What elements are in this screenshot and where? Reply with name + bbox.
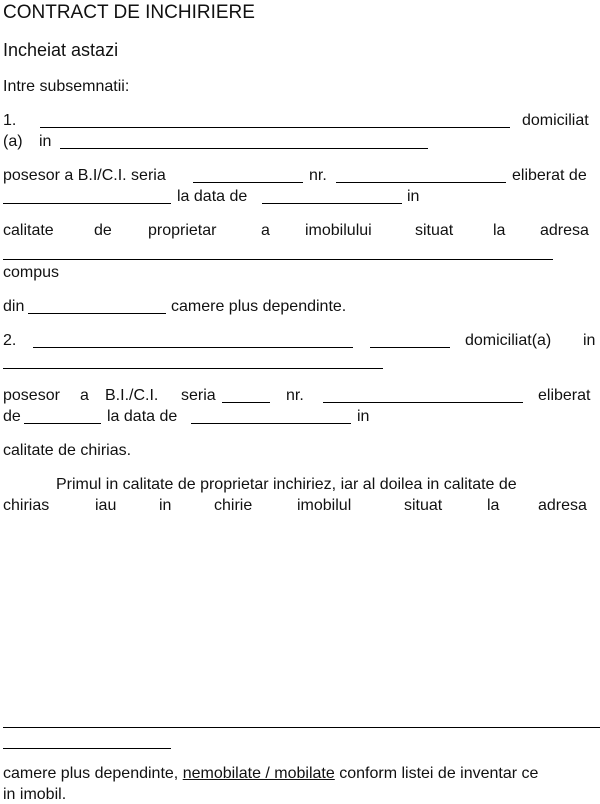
party1-series-blank[interactable] (193, 182, 303, 183)
party1-from-label: din (3, 298, 25, 315)
clause-rooms-line (3, 765, 538, 783)
party2-id-word: a (80, 387, 89, 404)
party2-number: 2. (3, 332, 17, 349)
party1-in2-label: in (407, 188, 420, 205)
clause-word: adresa (538, 497, 587, 514)
party1-issued-label: eliberat de (512, 167, 587, 184)
clause-rooms-prefix: camere plus dependinte, (3, 765, 179, 782)
party1-date-label: la data de (177, 188, 248, 205)
party2-date-label: la data de (107, 408, 178, 425)
intro-text: Intre subsemnatii: (3, 78, 130, 95)
party1-capacity-word: a (261, 222, 270, 239)
clause-furnishing-option: nemobilate / mobilate (182, 765, 335, 782)
party1-number-blank[interactable] (336, 182, 506, 183)
party1-capacity-word: imobilului (305, 222, 372, 239)
party2-in-label: in (583, 332, 596, 349)
clause-rooms-blank[interactable] (3, 748, 171, 749)
document-subtitle: Incheiat astazi (3, 40, 119, 60)
clause-word: iau (95, 497, 117, 514)
party2-domiciled-label: domiciliat(a) (465, 332, 552, 349)
party1-capacity-word: adresa (540, 222, 589, 239)
party2-date-blank[interactable] (191, 423, 351, 424)
clause-word: la (487, 497, 500, 514)
party1-capacity-word: calitate (3, 222, 54, 239)
clause-address-blank[interactable] (3, 727, 600, 728)
party1-composed-label: compus (3, 264, 60, 281)
party1-rooms-blank[interactable] (28, 313, 166, 314)
party1-a-suffix: (a) (3, 133, 23, 150)
clause-word: in (159, 497, 172, 514)
party2-id-word: seria (181, 387, 216, 404)
party1-capacity-word: proprietar (148, 222, 217, 239)
clause-word: chirie (214, 497, 253, 514)
party2-nr-label: nr. (286, 387, 304, 404)
party2-series-blank[interactable] (222, 402, 270, 403)
party1-rooms-tail: camere plus dependinte. (171, 298, 347, 315)
party1-capacity-word: situat (415, 222, 454, 239)
party1-capacity-word: la (493, 222, 506, 239)
clause-rooms-suffix: conform listei de inventar ce (339, 765, 539, 782)
party1-nr-label: nr. (309, 167, 327, 184)
clause-word: situat (404, 497, 443, 514)
party1-number: 1. (3, 112, 17, 129)
party2-in2-label: in (357, 408, 370, 425)
party1-issuer-blank[interactable] (3, 203, 171, 204)
party2-name-extra-blank[interactable] (370, 347, 450, 348)
document-title: CONTRACT DE INCHIRIERE (3, 2, 255, 23)
party2-number-blank[interactable] (323, 402, 523, 403)
party2-id-word: posesor (3, 387, 60, 404)
party1-name-blank[interactable] (40, 127, 510, 128)
party1-in-label: in (39, 133, 52, 150)
party1-id-label: posesor a B.I/C.I. seria (3, 167, 166, 184)
party1-address-blank[interactable] (60, 148, 428, 149)
clause-last-line: in imobil. (3, 786, 67, 803)
party2-issuer-blank[interactable] (24, 423, 101, 424)
party1-capacity-word: de (94, 222, 112, 239)
party1-date-blank[interactable] (262, 203, 402, 204)
party2-name-blank[interactable] (33, 347, 353, 348)
party1-domiciled-label: domiciliat (522, 112, 589, 129)
clause-word: chirias (3, 497, 50, 514)
party1-property-address-blank[interactable] (3, 259, 553, 260)
party2-de-label: de (3, 408, 21, 425)
party2-id-word: B.I./C.I. (105, 387, 159, 404)
party2-issued-label: eliberat (538, 387, 591, 404)
clause-word: imobilul (297, 497, 352, 514)
party2-address-blank[interactable] (3, 368, 383, 369)
party2-capacity: calitate de chirias. (3, 442, 132, 459)
clause-line1: Primul in calitate de proprietar inchiriez, iar al doilea in calitate de (56, 476, 517, 493)
